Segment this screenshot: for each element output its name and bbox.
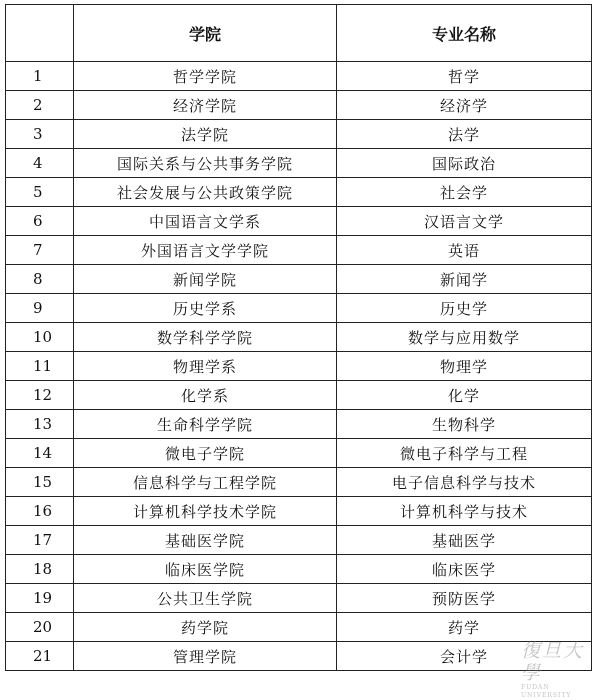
row-number-cell: 15 xyxy=(6,468,74,497)
major-name-cell: 社会学 xyxy=(337,178,592,207)
row-number-cell: 16 xyxy=(6,497,74,526)
table-row xyxy=(6,613,592,642)
table-row xyxy=(6,120,592,149)
table-row xyxy=(6,352,592,381)
major-name-cell: 微电子科学与工程 xyxy=(337,439,592,468)
major-name-cell: 新闻学 xyxy=(337,265,592,294)
major-name-cell: 历史学 xyxy=(337,294,592,323)
college-name-cell: 国际关系与公共事务学院 xyxy=(74,149,337,178)
college-name-cell: 临床医学院 xyxy=(74,555,337,584)
header-major: 专业名称 xyxy=(337,5,592,62)
major-name-cell: 预防医学 xyxy=(337,584,592,613)
table-row xyxy=(6,91,592,120)
college-name-cell: 信息科学与工程学院 xyxy=(74,468,337,497)
table-row xyxy=(6,410,592,439)
college-name-cell: 经济学院 xyxy=(74,91,337,120)
college-name-cell: 管理学院 xyxy=(74,642,337,671)
table-row xyxy=(6,439,592,468)
college-name-cell: 历史学系 xyxy=(74,294,337,323)
college-name-cell: 药学院 xyxy=(74,613,337,642)
college-name-cell: 法学院 xyxy=(74,120,337,149)
college-name-cell: 物理学系 xyxy=(74,352,337,381)
table-row xyxy=(6,468,592,497)
college-name-cell: 化学系 xyxy=(74,381,337,410)
table-row xyxy=(6,265,592,294)
college-name-cell: 外国语言文学学院 xyxy=(74,236,337,265)
row-number-cell: 4 xyxy=(6,149,74,178)
majors-table-wrapper xyxy=(5,4,592,671)
table-row xyxy=(6,323,592,352)
row-number-cell: 19 xyxy=(6,584,74,613)
table-row xyxy=(6,207,592,236)
college-name-cell: 基础医学院 xyxy=(74,526,337,555)
row-number-cell: 14 xyxy=(6,439,74,468)
major-name-cell: 生物科学 xyxy=(337,410,592,439)
row-number-cell: 3 xyxy=(6,120,74,149)
college-name-cell: 微电子学院 xyxy=(74,439,337,468)
major-name-cell: 国际政治 xyxy=(337,149,592,178)
major-name-cell: 物理学 xyxy=(337,352,592,381)
table-row xyxy=(6,497,592,526)
major-name-cell: 临床医学 xyxy=(337,555,592,584)
header-number xyxy=(6,5,74,62)
table-row xyxy=(6,584,592,613)
row-number-cell: 5 xyxy=(6,178,74,207)
college-name-cell: 数学科学学院 xyxy=(74,323,337,352)
table-body xyxy=(6,62,592,671)
major-name-cell: 会计学 xyxy=(337,642,592,671)
table-row xyxy=(6,62,592,91)
college-name-cell: 生命科学学院 xyxy=(74,410,337,439)
major-name-cell: 电子信息科学与技术 xyxy=(337,468,592,497)
row-number-cell: 12 xyxy=(6,381,74,410)
college-name-cell: 新闻学院 xyxy=(74,265,337,294)
major-name-cell: 哲学 xyxy=(337,62,592,91)
major-name-cell: 英语 xyxy=(337,236,592,265)
table-row xyxy=(6,149,592,178)
college-name-cell: 公共卫生学院 xyxy=(74,584,337,613)
row-number-cell: 20 xyxy=(6,613,74,642)
college-name-cell: 计算机科学技术学院 xyxy=(74,497,337,526)
major-name-cell: 计算机科学与技术 xyxy=(337,497,592,526)
major-name-cell: 经济学 xyxy=(337,91,592,120)
college-majors-table xyxy=(5,4,592,671)
major-name-cell: 化学 xyxy=(337,381,592,410)
table-row xyxy=(6,555,592,584)
row-number-cell: 1 xyxy=(6,62,74,91)
watermark-subtext: FUDAN UNIVERSITY xyxy=(521,684,572,699)
table-row xyxy=(6,642,592,671)
row-number-cell: 10 xyxy=(6,323,74,352)
row-number-cell: 18 xyxy=(6,555,74,584)
row-number-cell: 9 xyxy=(6,294,74,323)
watermark-text: 復旦大學 xyxy=(521,640,585,684)
major-name-cell: 法学 xyxy=(337,120,592,149)
row-number-cell: 8 xyxy=(6,265,74,294)
table-row xyxy=(6,236,592,265)
major-name-cell: 汉语言文学 xyxy=(337,207,592,236)
major-name-cell: 数学与应用数学 xyxy=(337,323,592,352)
header-college: 学院 xyxy=(74,5,337,62)
table-row xyxy=(6,178,592,207)
table-header-row xyxy=(6,5,592,62)
table-row xyxy=(6,526,592,555)
college-name-cell: 社会发展与公共政策学院 xyxy=(74,178,337,207)
row-number-cell: 11 xyxy=(6,352,74,381)
row-number-cell: 21 xyxy=(6,642,74,671)
row-number-cell: 13 xyxy=(6,410,74,439)
college-name-cell: 中国语言文学系 xyxy=(74,207,337,236)
row-number-cell: 7 xyxy=(6,236,74,265)
table-row xyxy=(6,381,592,410)
major-name-cell: 药学 xyxy=(337,613,592,642)
row-number-cell: 2 xyxy=(6,91,74,120)
major-name-cell: 基础医学 xyxy=(337,526,592,555)
table-row xyxy=(6,294,592,323)
row-number-cell: 17 xyxy=(6,526,74,555)
row-number-cell: 6 xyxy=(6,207,74,236)
college-name-cell: 哲学学院 xyxy=(74,62,337,91)
